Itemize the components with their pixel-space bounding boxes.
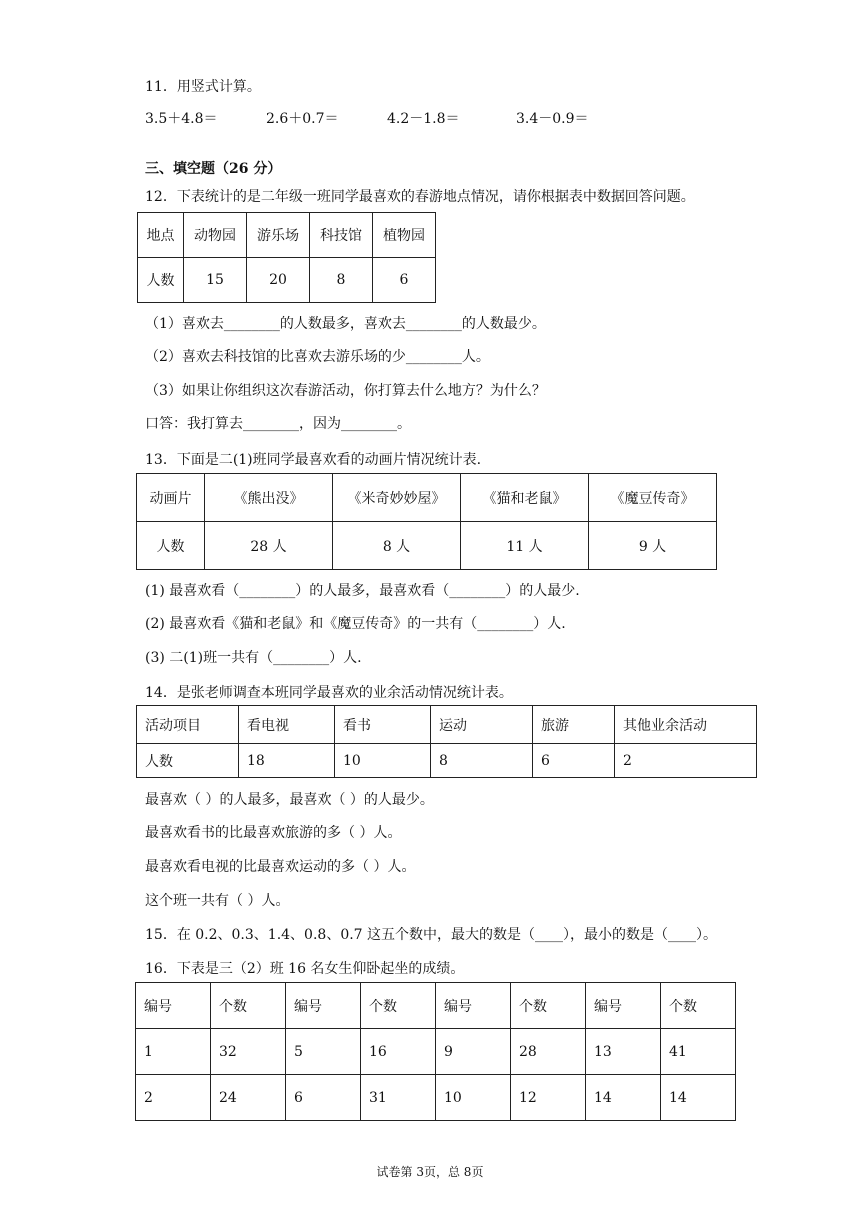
table-cell: 旅游: [533, 706, 615, 744]
table-cell: 人数: [137, 522, 205, 570]
table-row: [136, 1075, 736, 1121]
table-row: [137, 522, 717, 570]
table-cell: 8 人: [333, 522, 461, 570]
table-row: [137, 744, 757, 778]
table-header-row: [138, 213, 436, 258]
table-cell: 个数: [361, 983, 436, 1029]
table-cell: 28: [511, 1029, 586, 1075]
q16-table: [135, 982, 736, 1121]
table-header-row: [136, 983, 736, 1029]
table-cell: 9 人: [589, 522, 717, 570]
table-cell: 8: [431, 744, 533, 778]
q12-sub-2: （2）喜欢去科技馆的比喜欢去游乐场的少________人。: [145, 349, 490, 365]
table-cell: 人数: [137, 744, 239, 778]
table-cell: 8: [310, 258, 373, 303]
table-cell: 个数: [211, 983, 286, 1029]
table-cell: 15: [184, 258, 247, 303]
q14-title: 14．是张老师调查本班同学最喜欢的业余活动情况统计表。: [145, 685, 513, 701]
table-cell: 41: [661, 1029, 736, 1075]
page-footer: 试卷第 3页，总 8页: [376, 1165, 484, 1179]
q11-title: 11．用竖式计算。: [145, 79, 261, 95]
table-cell: 31: [361, 1075, 436, 1121]
q12-sub-1: （1）喜欢去________的人数最多，喜欢去________的人数最少。: [145, 316, 546, 332]
table-cell: 人数: [138, 258, 184, 303]
q11-item-4: 3.4－0.9＝: [516, 111, 589, 127]
table-cell: 10: [436, 1075, 511, 1121]
table-cell: 2: [615, 744, 757, 778]
table-cell: 编号: [586, 983, 661, 1029]
table-cell: 24: [211, 1075, 286, 1121]
table-cell: 个数: [661, 983, 736, 1029]
q14-table: [136, 705, 757, 778]
q11-item-1: 3.5＋4.8＝: [145, 111, 218, 127]
table-cell: 14: [586, 1075, 661, 1121]
table-cell: 《熊出没》: [205, 474, 333, 522]
table-cell: 28 人: [205, 522, 333, 570]
table-cell: 编号: [286, 983, 361, 1029]
table-cell: 6: [533, 744, 615, 778]
table-cell: 科技馆: [310, 213, 373, 258]
table-cell: 编号: [436, 983, 511, 1029]
table-cell: 动物园: [184, 213, 247, 258]
table-cell: 20: [247, 258, 310, 303]
table-cell: 6: [286, 1075, 361, 1121]
table-cell: 13: [586, 1029, 661, 1075]
table-cell: 11 人: [461, 522, 589, 570]
q13-table: [136, 473, 717, 570]
q13-sub-2: (2) 最喜欢看《猫和老鼠》和《魔豆传奇》的一共有（________）人.: [145, 616, 566, 632]
table-cell: 《魔豆传奇》: [589, 474, 717, 522]
table-cell: 编号: [136, 983, 211, 1029]
table-cell: 18: [239, 744, 335, 778]
q12-table: [137, 212, 436, 303]
table-cell: 个数: [511, 983, 586, 1029]
table-cell: 10: [335, 744, 431, 778]
table-cell: 《米奇妙妙屋》: [333, 474, 461, 522]
table-cell: 16: [361, 1029, 436, 1075]
q14-sub-1: 最喜欢（ ）的人最多，最喜欢（ ）的人最少。: [145, 792, 434, 808]
q14-sub-4: 这个班一共有（ ）人。: [145, 893, 290, 909]
table-cell: 看书: [335, 706, 431, 744]
table-row: [138, 258, 436, 303]
q14-sub-3: 最喜欢看电视的比最喜欢运动的多（ ）人。: [145, 859, 416, 875]
q16-title: 16．下表是三（2）班 16 名女生仰卧起坐的成绩。: [145, 961, 465, 977]
table-cell: 动画片: [137, 474, 205, 522]
table-row: [136, 1029, 736, 1075]
table-cell: 植物园: [373, 213, 436, 258]
q11-item-2: 2.6＋0.7＝: [266, 111, 339, 127]
table-cell: 《猫和老鼠》: [461, 474, 589, 522]
table-header-row: [137, 474, 717, 522]
table-cell: 运动: [431, 706, 533, 744]
q14-sub-2: 最喜欢看书的比最喜欢旅游的多（ ）人。: [145, 825, 402, 841]
table-cell: 活动项目: [137, 706, 239, 744]
table-cell: 9: [436, 1029, 511, 1075]
q13-sub-3: (3) 二(1)班一共有（________）人.: [145, 650, 362, 666]
q13-title: 13．下面是二(1)班同学最喜欢看的动画片情况统计表.: [145, 452, 482, 468]
table-cell: 其他业余活动: [615, 706, 757, 744]
table-cell: 1: [136, 1029, 211, 1075]
q15-text: 15．在 0.2、0.3、1.4、0.8、0.7 这五个数中，最大的数是（____），最小的数是（____）。: [145, 927, 718, 943]
q11-item-3: 4.2－1.8＝: [387, 111, 460, 127]
table-cell: 游乐场: [247, 213, 310, 258]
table-cell: 6: [373, 258, 436, 303]
table-header-row: [137, 706, 757, 744]
table-cell: 5: [286, 1029, 361, 1075]
q13-sub-1: (1) 最喜欢看（________）的人最多，最喜欢看（________）的人最少.: [145, 583, 580, 599]
q12-sub-3: （3）如果让你组织这次春游活动，你打算去什么地方？为什么？: [145, 383, 546, 399]
table-cell: 12: [511, 1075, 586, 1121]
q12-answer: 口答：我打算去________，因为________。: [145, 416, 411, 432]
q12-title: 12．下表统计的是二年级一班同学最喜欢的春游地点情况，请你根据表中数据回答问题。: [145, 189, 695, 205]
table-cell: 地点: [138, 213, 184, 258]
table-cell: 2: [136, 1075, 211, 1121]
section-title: 三、填空题（26 分）: [145, 161, 282, 177]
table-cell: 32: [211, 1029, 286, 1075]
table-cell: 14: [661, 1075, 736, 1121]
table-cell: 看电视: [239, 706, 335, 744]
